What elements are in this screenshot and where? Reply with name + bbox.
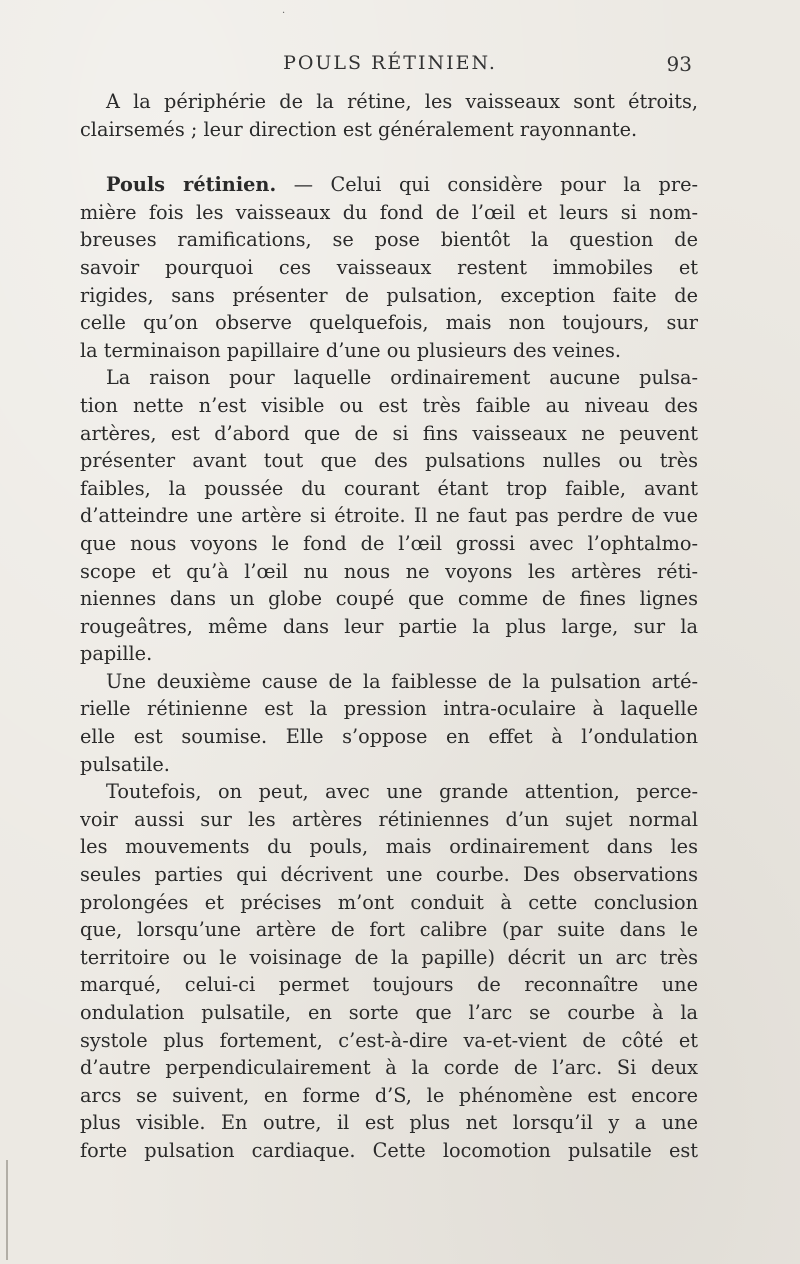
text-line: d’autre perpendiculairement à la corde de l’arc. Si deux [80,1056,698,1080]
paragraph-toutefois [80,778,698,1164]
text-line: scope et qu’à l’œil nu nous ne voyons les artères réti- [80,559,698,583]
text-line: Une deuxième cause de la faiblesse de la pulsation arté- [106,669,698,693]
text-line: savoir pourquoi ces vaisseaux restent immobiles et [80,255,698,279]
text-line: d’atteindre une artère si étroite. Il ne faut pas perdre de vue [80,504,698,528]
print-speck: · [282,8,286,19]
running-head [80,52,700,82]
text-fragment: — Celui qui considère pour la pre- [276,173,698,197]
text-line: Toutefois, on peut, avec une grande attention, perce- [106,780,698,804]
paragraph-pouls-retinien [80,171,698,364]
text-line [80,171,698,199]
text-line: rielle rétinienne est la pression intra-oculaire à laquelle [80,697,698,721]
text-line: forte pulsation cardiaque. Cette locomotion pulsatile est [80,1138,698,1162]
text-line: tion nette n’est visible ou est très faible au niveau des [80,393,698,417]
text-line: seules parties qui décrivent une courbe. Des observations [80,863,698,887]
text-line: breuses ramifications, se pose bientôt la question de [80,228,698,252]
text-line: ondulation pulsatile, en sorte que l’arc se courbe à la [80,1001,698,1024]
text-line: territoire ou le voisinage de la papille) décrit un arc très [80,945,698,969]
text-line: la terminaison papillaire d’une ou plusieurs des veines. [80,338,622,362]
text-line: que nous voyons le fond de l’œil grossi avec l’ophtalmo- [80,531,698,555]
text-line: pulsatile. [80,752,170,776]
text-line: présenter avant tout que des pulsations nulles ou très [80,449,698,473]
paragraph-periphery [80,88,698,143]
text-line: mière fois les vaisseaux du fond de l’œil et leurs si nom- [80,200,698,224]
text-line: niennes dans un globe coupé que comme de fines lignes [80,587,698,611]
paragraph-deuxieme-cause [80,668,698,778]
text-line: voir aussi sur les artères rétiniennes d’un sujet normal [80,807,698,831]
text-line: rougeâtres, même dans leur partie la plus large, sur la [80,614,698,638]
text-line: rigides, sans présenter de pulsation, exception faite de [80,283,698,307]
text-line: A la périphérie de la rétine, les vaisseaux sont étroits, [106,90,698,113]
text-line: prolongées et précises m’ont conduit à cette conclusion [80,890,698,914]
text-line: elle est soumise. Elle s’oppose en effet à l’ondulation [80,725,698,749]
text-line: plus visible. En outre, il est plus net lorsqu’il y a une [80,1111,698,1135]
text-line: marqué, celui-ci permet toujours de reconnaître une [80,973,698,997]
text-line: les mouvements du pouls, mais ordinairement dans les [80,835,698,859]
text-line: systole plus fortement, c’est-à-dire va-et-vient de côté et [80,1028,698,1052]
running-title: POULS RÉTINIEN. [283,52,497,74]
binding-edge-shadow [6,1160,8,1260]
text-line: La raison pour laquelle ordinairement aucune pulsa- [106,366,698,390]
text-line: arcs se suivent, en forme d’S, le phénomène est encore [80,1083,698,1107]
text-line: artères, est d’abord que de si fins vaisseaux ne peuvent [80,421,698,445]
text-line: celle qu’on observe quelquefois, mais non toujours, sur [80,311,698,335]
text-line: papille. [80,642,153,666]
text-line: faibles, la poussée du courant étant trop faible, avant [80,476,698,500]
page-number: 93 [666,52,692,76]
section-gap [80,143,698,171]
text-line: clairsemés ; leur direction est généralement rayonnante. [80,117,638,141]
paragraph-raison [80,364,698,668]
text-line: que, lorsqu’une artère de fort calibre (par suite dans le [80,918,698,942]
section-heading: Pouls rétinien. [106,173,277,197]
body-text [80,88,698,1165]
